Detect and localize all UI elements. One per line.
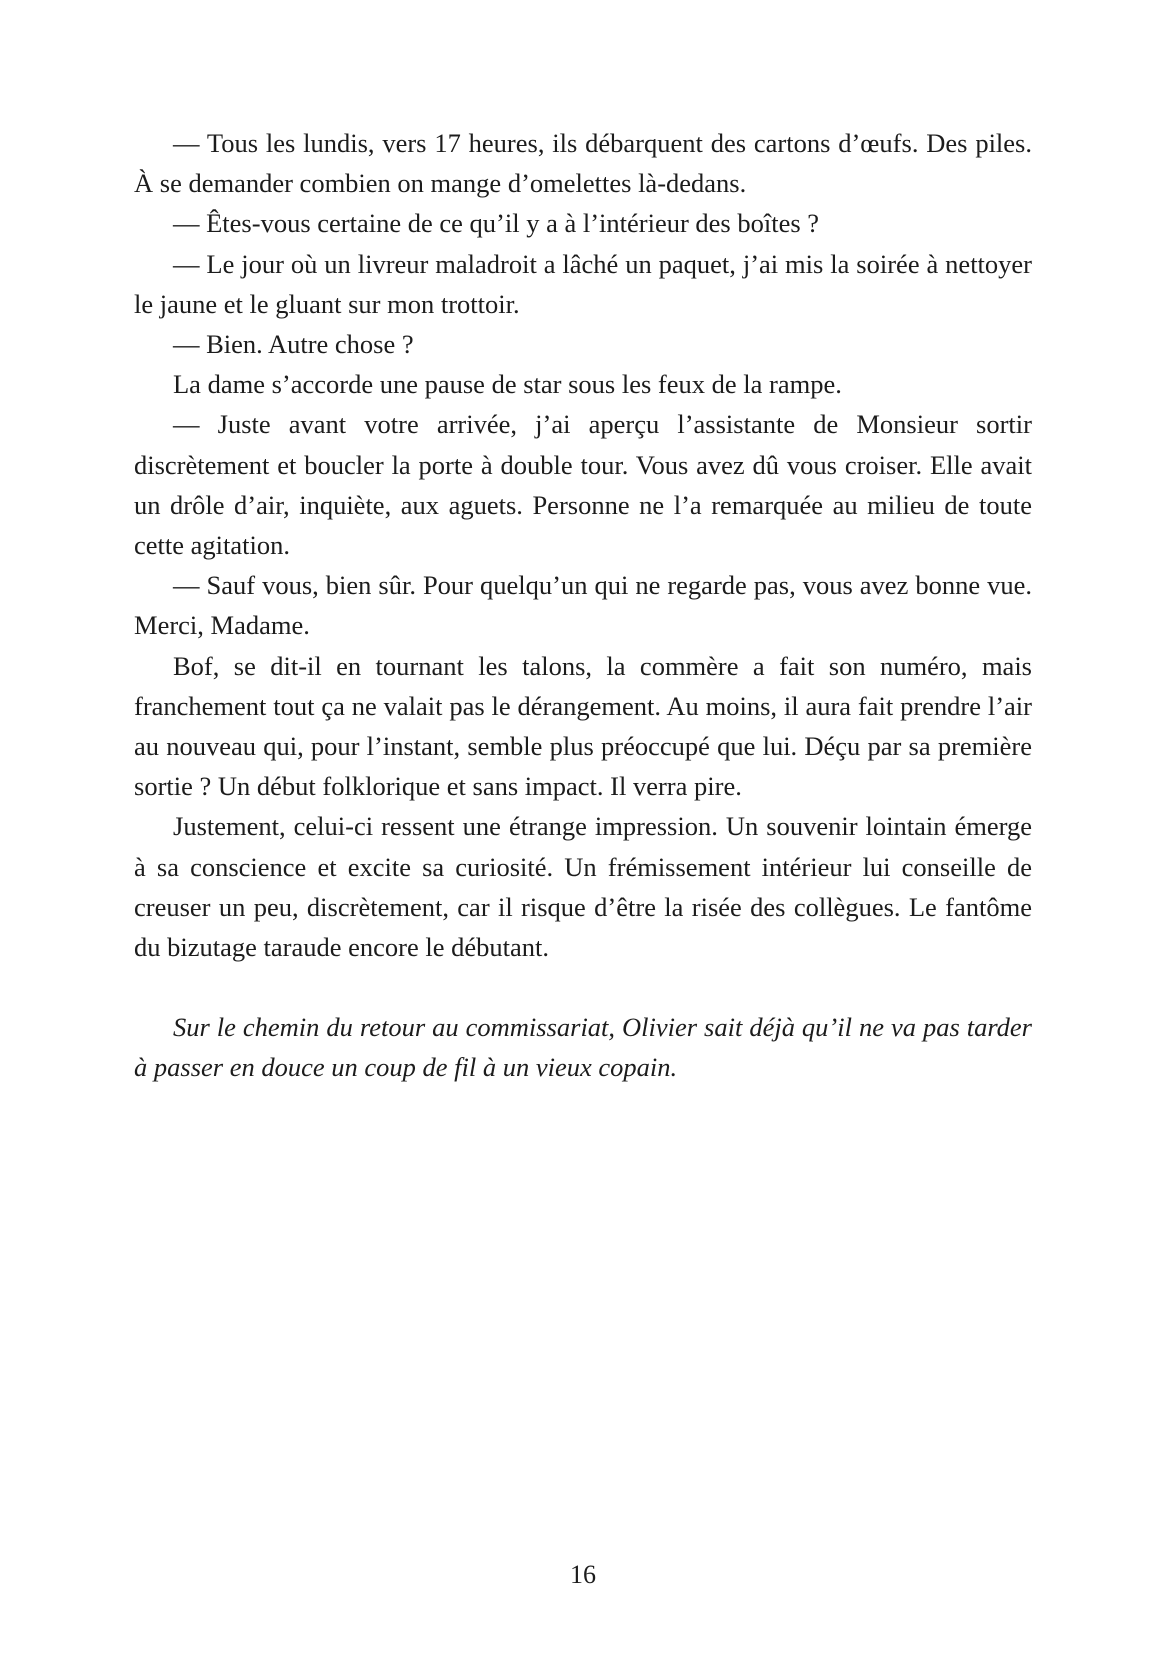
paragraph: — Sauf vous, bien sûr. Pour quelqu’un qui ne regarde pas, vous avez bonne vue. Merci, Madame. [134, 570, 1032, 641]
paragraph: — Tous les lundis, vers 17 heures, ils débarquent des cartons d’œufs. Des piles. À se demander combien on mange d’omelettes là-dedans. [134, 128, 1032, 199]
paragraph: Justement, celui-ci ressent une étrange impression. Un souvenir lointain émerge à sa conscience et excite sa curiosité. Un frémissement intérieur lui conseille de creuser un peu, discrètement, car il risque d’être la risée des collègues. Le fantôme du bizutage taraude encore le débutant. [134, 811, 1032, 963]
paragraph: — Juste avant votre arrivée, j’ai aperçu l’assistante de Monsieur sortir discrètement et boucler la porte à double tour. Vous avez dû vous croiser. Elle avait un drôle d’air, inquiète, aux aguets. Personne ne l’a remarquée au milieu de toute cette agitation. [134, 409, 1032, 561]
paragraph: Bof, se dit-il en tournant les talons, la commère a fait son numéro, mais franchement tout ça ne valait pas le dérangement. Au moins, il aura fait prendre l’air au nouveau qui, pour l’instant, semble plus préoccupé que lui. Déçu par sa première sortie ? Un début folklorique et sans impact. Il verra pire. [134, 650, 1032, 802]
paragraph: — Bien. Autre chose ? [173, 329, 414, 360]
paragraph: — Le jour où un livreur maladroit a lâché un paquet, j’ai mis la soirée à nettoyer le jaune et le gluant sur mon trottoir. [134, 248, 1032, 319]
page-number: 16 [570, 1560, 596, 1589]
italic-paragraph: Sur le chemin du retour au commissariat, Olivier sait déjà qu’il ne va pas tarder à passer en douce un coup de fil à un vieux copain. [134, 1012, 1032, 1083]
paragraph: — Êtes-vous certaine de ce qu’il y a à l’intérieur des boîtes ? [173, 208, 820, 239]
paragraph: La dame s’accorde une pause de star sous les feux de la rampe. [173, 369, 842, 400]
body-text [134, 123, 1032, 1088]
